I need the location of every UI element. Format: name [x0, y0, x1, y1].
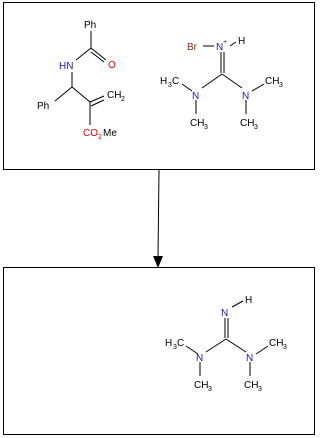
ph-carbonyl-label: Ph	[84, 20, 97, 31]
svg-text:CH: CH	[240, 118, 255, 129]
methyl-bottom-left-label	[190, 118, 208, 131]
iminium-n-plus-label	[216, 39, 227, 53]
svg-text:3: 3	[208, 386, 212, 393]
carbonyl-oxygen-label: O	[108, 60, 116, 71]
svg-text:CH: CH	[190, 118, 205, 129]
svg-text:CH: CH	[244, 380, 259, 391]
reaction-arrow	[153, 170, 163, 268]
ph-benzylic-label: Ph	[37, 101, 50, 112]
svg-text:3: 3	[254, 124, 258, 131]
imine-n-label: N	[221, 308, 229, 319]
methyl-bottom-right-label	[240, 118, 258, 131]
allyl-amide-molecule	[37, 20, 125, 141]
methyl-top-left-label	[160, 76, 179, 89]
methyl-right-label	[265, 76, 283, 89]
svg-text:3: 3	[283, 344, 287, 351]
product-amine-n-left-label: N	[196, 353, 204, 364]
tetramethylguanidine-molecule	[165, 295, 287, 393]
svg-text:3: 3	[173, 344, 177, 351]
svg-text:2: 2	[98, 134, 102, 141]
svg-text:+: +	[223, 39, 228, 46]
nh-label: HN	[59, 61, 74, 72]
svg-text:N: N	[216, 42, 224, 53]
bromoguanidinium-molecule	[160, 36, 283, 131]
product-methyl-bottom-right-label	[244, 380, 262, 393]
svg-text:Me: Me	[103, 128, 117, 139]
product-methyl-right-label	[269, 338, 287, 351]
svg-text:CH: CH	[194, 380, 209, 391]
bromine-label: Br	[187, 42, 197, 53]
product-amine-n-right-label: N	[246, 353, 254, 364]
svg-text:3: 3	[204, 124, 208, 131]
product-box	[4, 268, 315, 435]
amine-n-left-label: N	[192, 91, 200, 102]
svg-text:2: 2	[121, 96, 125, 103]
svg-text:3: 3	[168, 82, 172, 89]
svg-text:C: C	[172, 76, 180, 87]
svg-text:CH: CH	[269, 338, 284, 349]
svg-text:CH: CH	[107, 90, 122, 101]
svg-text:H: H	[160, 76, 168, 87]
ch2-label	[107, 90, 125, 103]
svg-text:C: C	[177, 338, 185, 349]
amine-n-right-label: N	[242, 91, 250, 102]
svg-text:3: 3	[258, 386, 262, 393]
product-methyl-bottom-left-label	[194, 380, 212, 393]
imine-h-label: H	[245, 295, 253, 306]
svg-text:CH: CH	[265, 76, 280, 87]
svg-text:H: H	[165, 338, 173, 349]
product-methyl-top-left-label	[165, 338, 184, 351]
svg-text:CO: CO	[83, 128, 98, 139]
svg-text:3: 3	[279, 82, 283, 89]
iminium-h-label: H	[238, 36, 246, 47]
methyl-ester-label	[83, 128, 117, 141]
